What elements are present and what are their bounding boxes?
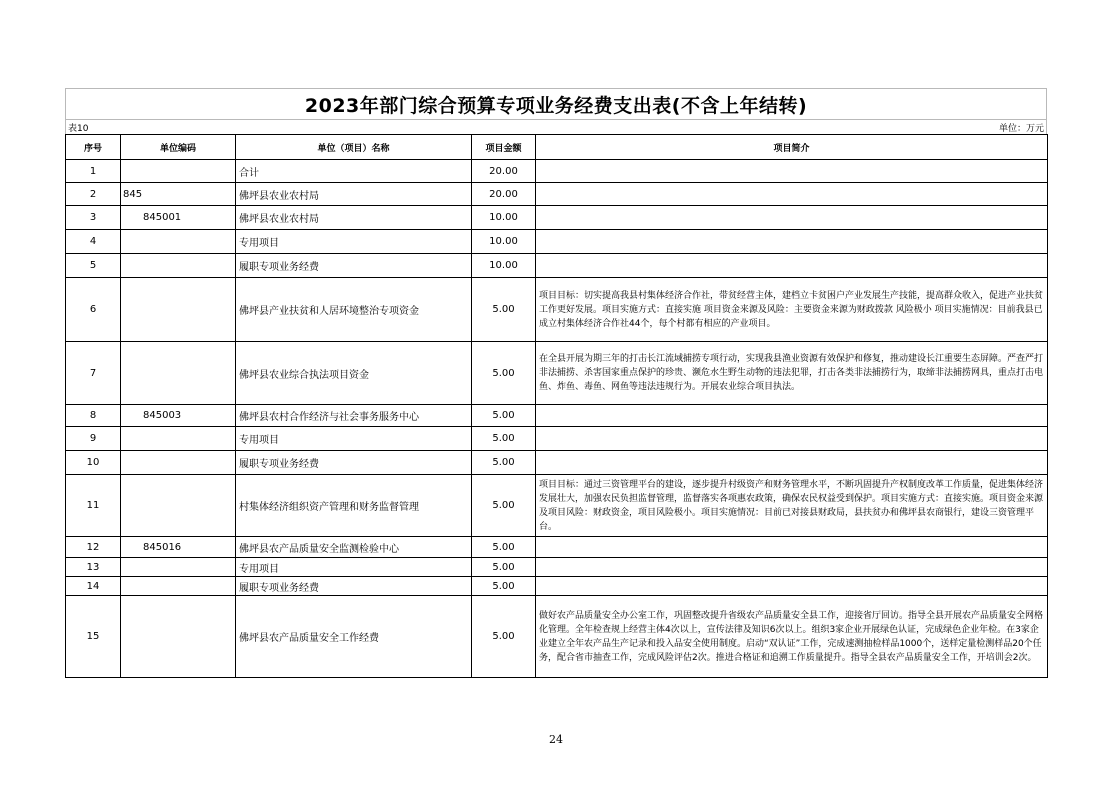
table-row [66, 451, 1048, 475]
table-row [66, 558, 1048, 577]
cell-amount: 5.00 [472, 596, 536, 678]
table-row [66, 342, 1048, 405]
cell-amount: 10.00 [472, 230, 536, 254]
page-title: 2023年部门综合预算专项业务经费支出表(不含上年结转) [304, 94, 808, 117]
cell-code [121, 475, 236, 537]
cell-amount: 20.00 [472, 183, 536, 206]
cell-desc [536, 254, 1048, 278]
cell-desc [536, 405, 1048, 427]
cell-desc [536, 183, 1048, 206]
header-amount: 项目金额 [472, 135, 536, 160]
cell-desc: 做好农产品质量安全办公室工作，巩固整改提升省级农产品质量安全县工作，迎接省厅回访。指导全县开展农产品质量安全网格化管理。全年检查规上经营主体4次以上，宣传法律及知识6次以上。组织3家企业开展绿色认证，完成绿色企业年检。在3家企业建立全年农产品生产记录和投入品安全使用制度。启动“双认证”工作，完成速测抽检样品1000个，送样定量检测样品20个任务，配合省市抽查工作，完成风险评估2次。推进合格证和追溯工作质量提升。指导全县农产品质量安全工作，开培训会2次。 [536, 596, 1048, 678]
table-row [66, 183, 1048, 206]
table-row [66, 278, 1048, 342]
cell-name: 专用项目 [236, 427, 472, 451]
cell-code: 845003 [121, 405, 236, 427]
cell-code [121, 577, 236, 596]
cell-code [121, 451, 236, 475]
budget-sheet [65, 88, 1047, 678]
cell-name: 佛坪县农业农村局 [236, 206, 472, 230]
cell-desc: 项目目标：切实提高我县村集体经济合作社，带贫经营主体，建档立卡贫困户产业发展生产技能，提高群众收入，促进产业扶贫工作更好发展。项目实施方式：直接实施 项目资金来源及风险：主要资金来源为财政拨款 风险极小 项目实施情况：目前我县已成立村集体经济合作社44个，每个村都有相应的产业项目。 [536, 278, 1048, 342]
cell-seq: 5 [66, 254, 121, 278]
cell-code [121, 558, 236, 577]
cell-amount: 5.00 [472, 537, 536, 558]
cell-seq: 13 [66, 558, 121, 577]
cell-code: 845016 [121, 537, 236, 558]
cell-code [121, 254, 236, 278]
table-row [66, 254, 1048, 278]
cell-amount: 10.00 [472, 254, 536, 278]
cell-seq: 2 [66, 183, 121, 206]
table-row [66, 160, 1048, 183]
cell-desc: 项目目标：通过三资管理平台的建设，逐步提升村级资产和财务管理水平，不断巩固提升产权制度改革工作质量，促进集体经济发展壮大，加强农民负担监督管理，监督落实各项惠农政策，确保农民权益受到保护。项目实施方式：直接实施。项目资金来源及项目风险：财政资金，项目风险极小。项目实施情况：目前已对接县财政局，县扶贫办和佛坪县农商银行，建设三资管理平台。 [536, 475, 1048, 537]
cell-code [121, 427, 236, 451]
table-header-row [66, 135, 1048, 160]
header-seq: 序号 [66, 135, 121, 160]
table-row [66, 230, 1048, 254]
cell-desc [536, 577, 1048, 596]
cell-name: 专用项目 [236, 230, 472, 254]
cell-seq: 12 [66, 537, 121, 558]
cell-code [121, 596, 236, 678]
cell-name: 佛坪县农村合作经济与社会事务服务中心 [236, 405, 472, 427]
cell-amount: 5.00 [472, 558, 536, 577]
table-row [66, 537, 1048, 558]
table-row [66, 427, 1048, 451]
table-row [66, 577, 1048, 596]
cell-name: 履职专项业务经费 [236, 577, 472, 596]
cell-name: 履职专项业务经费 [236, 451, 472, 475]
cell-desc [536, 230, 1048, 254]
cell-name: 专用项目 [236, 558, 472, 577]
meta-row [65, 119, 1047, 134]
page-number: 24 [549, 733, 563, 746]
cell-name: 佛坪县农产品质量安全监测检验中心 [236, 537, 472, 558]
cell-name: 合计 [236, 160, 472, 183]
table-row [66, 405, 1048, 427]
cell-seq: 6 [66, 278, 121, 342]
cell-name: 佛坪县农产品质量安全工作经费 [236, 596, 472, 678]
cell-code [121, 230, 236, 254]
cell-seq: 8 [66, 405, 121, 427]
cell-name: 佛坪县产业扶贫和人居环境整治专项资金 [236, 278, 472, 342]
table-row [66, 596, 1048, 678]
cell-desc [536, 558, 1048, 577]
cell-code [121, 342, 236, 405]
title-row [65, 88, 1047, 119]
cell-amount: 5.00 [472, 451, 536, 475]
unit-label: 单位：万元 [998, 124, 1044, 134]
cell-amount: 5.00 [472, 427, 536, 451]
cell-desc: 在全县开展为期三年的打击长江流域捕捞专项行动，实现我县渔业资源有效保护和修复，推动建设长江重要生态屏障。严查严打非法捕捞、杀害国家重点保护的珍贵、濒危水生野生动物的违法犯罪，打击各类非法捕捞行为，取缔非法捕捞网具，重点打击电鱼、炸鱼、毒鱼、网鱼等违法违规行为。开展农业综合项目执法。 [536, 342, 1048, 405]
cell-seq: 1 [66, 160, 121, 183]
cell-code: 845 [121, 183, 236, 206]
cell-amount: 5.00 [472, 577, 536, 596]
cell-seq: 3 [66, 206, 121, 230]
cell-desc [536, 537, 1048, 558]
cell-seq: 11 [66, 475, 121, 537]
cell-code [121, 160, 236, 183]
cell-name: 佛坪县农业农村局 [236, 183, 472, 206]
cell-seq: 7 [66, 342, 121, 405]
table-label: 表10 [68, 124, 89, 134]
header-desc: 项目简介 [536, 135, 1048, 160]
cell-amount: 5.00 [472, 342, 536, 405]
header-name: 单位（项目）名称 [236, 135, 472, 160]
cell-code: 845001 [121, 206, 236, 230]
cell-amount: 5.00 [472, 278, 536, 342]
table-row [66, 206, 1048, 230]
budget-table [65, 134, 1048, 678]
cell-seq: 15 [66, 596, 121, 678]
cell-code [121, 278, 236, 342]
cell-amount: 20.00 [472, 160, 536, 183]
cell-desc [536, 427, 1048, 451]
table-row [66, 475, 1048, 537]
cell-desc [536, 206, 1048, 230]
cell-seq: 14 [66, 577, 121, 596]
cell-seq: 4 [66, 230, 121, 254]
cell-name: 村集体经济组织资产管理和财务监督管理 [236, 475, 472, 537]
cell-amount: 5.00 [472, 475, 536, 537]
cell-seq: 10 [66, 451, 121, 475]
header-code: 单位编码 [121, 135, 236, 160]
cell-name: 履职专项业务经费 [236, 254, 472, 278]
cell-desc [536, 160, 1048, 183]
cell-amount: 5.00 [472, 405, 536, 427]
cell-seq: 9 [66, 427, 121, 451]
cell-name: 佛坪县农业综合执法项目资金 [236, 342, 472, 405]
cell-desc [536, 451, 1048, 475]
cell-amount: 10.00 [472, 206, 536, 230]
